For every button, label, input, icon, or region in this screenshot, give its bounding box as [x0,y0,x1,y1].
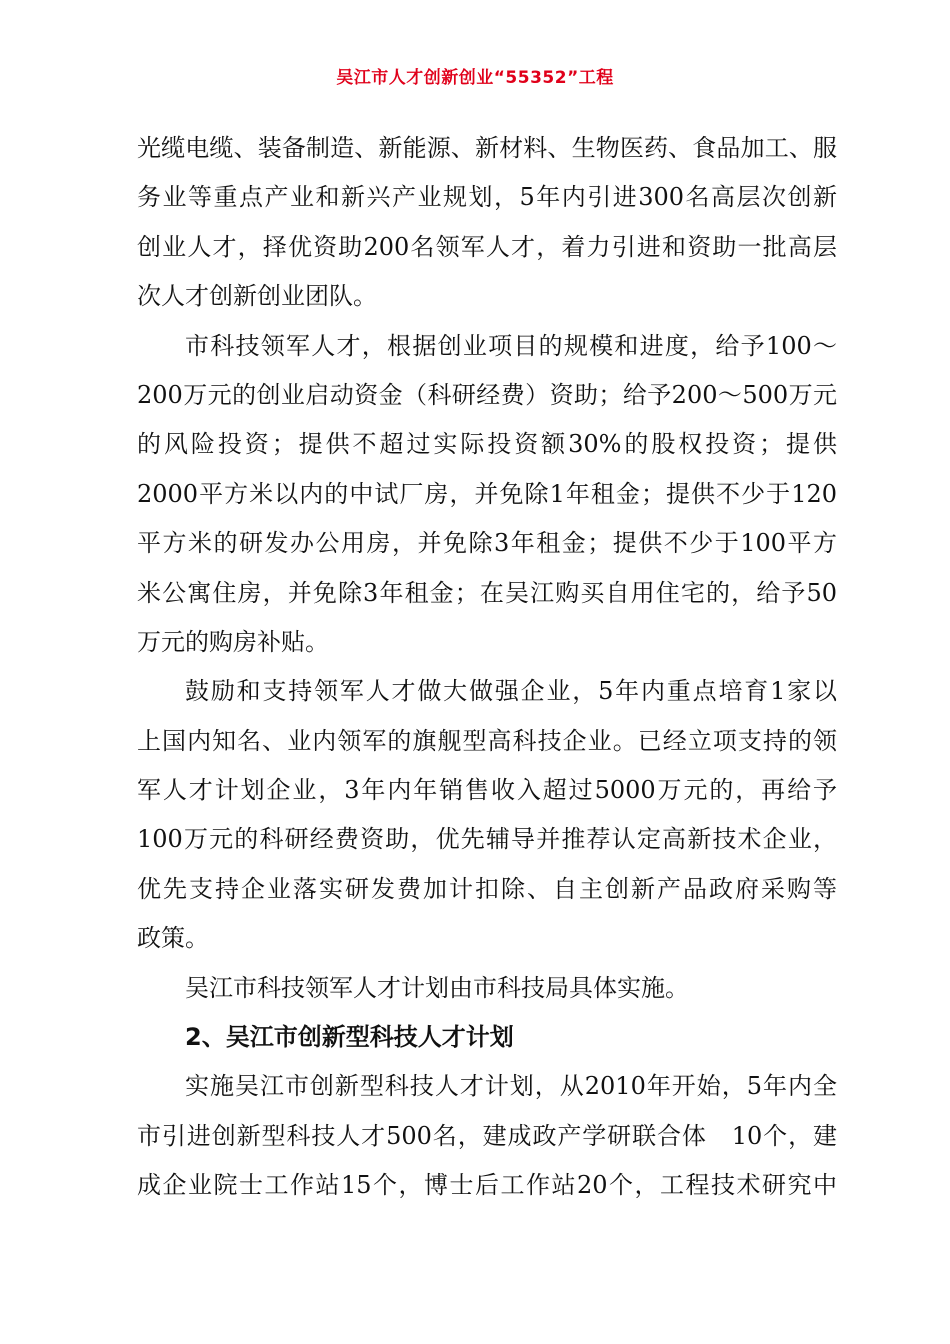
paragraph-line: 鼓励和支持领军人才做大做强企业，5年内重点培育1家以 [185,677,837,706]
paragraph-line: 光缆电缆、装备制造、新能源、新材料、生物医药、食品加工、服 [137,134,837,162]
paragraph-line: 上国内知名、业内领军的旗舰型高科技企业。已经立项支持的领 [137,726,837,755]
paragraph-line: 创业人才，择优资助200名领军人才，着力引进和资助一批高层 [137,232,837,261]
paragraph-line: 务业等重点产业和新兴产业规划，5年内引进300名高层次创新 [137,183,837,212]
paragraph-line: 平方米的研发办公用房，并免除3年租金；提供不少于100平方 [137,529,837,558]
body-text [137,124,837,1211]
paragraph-line: 政策。 [137,924,209,953]
paragraph-line: 成企业院士工作站15个，博士后工作站20个，工程技术研究中 [137,1171,837,1200]
paragraph-line: 军人才计划企业，3年内年销售收入超过5000万元的，再给予 [137,776,837,805]
paragraph-line: 100万元的科研经费资助，优先辅导并推荐认定高新技术企业， [137,825,837,854]
paragraph-line: 200万元的创业启动资金（科研经费）资助；给予200～500万元 [137,380,837,409]
paragraph-line: 市引进创新型科技人才500名，建成政产学研联合体 10个，建 [137,1121,837,1150]
paragraph-line: 万元的购房补贴。 [137,627,329,656]
paragraph-line: 优先支持企业落实研发费加计扣除、自主创新产品政府采购等 [137,874,837,903]
page-header-title: 吴江市人才创新创业“55352”工程 [336,68,614,88]
paragraph-line: 次人才创新创业团队。 [137,282,377,311]
paragraph-line: 实施吴江市创新型科技人才计划，从2010年开始，5年内全 [185,1072,837,1101]
paragraph-line: 市科技领军人才，根据创业项目的规模和进度，给予100～ [185,331,837,360]
section-heading: 2、吴江市创新型科技人才计划 [185,1023,514,1052]
paragraph-line: 米公寓住房，并免除3年租金；在吴江购买自用住宅的，给予50 [137,578,837,607]
paragraph-line: 吴江市科技领军人才计划由市科技局具体实施。 [185,973,689,1002]
paragraph-line: 的风险投资；提供不超过实际投资额30%的股权投资；提供 [137,430,837,459]
paragraph-line: 2000平方米以内的中试厂房，并免除1年租金；提供不少于120 [137,479,837,508]
